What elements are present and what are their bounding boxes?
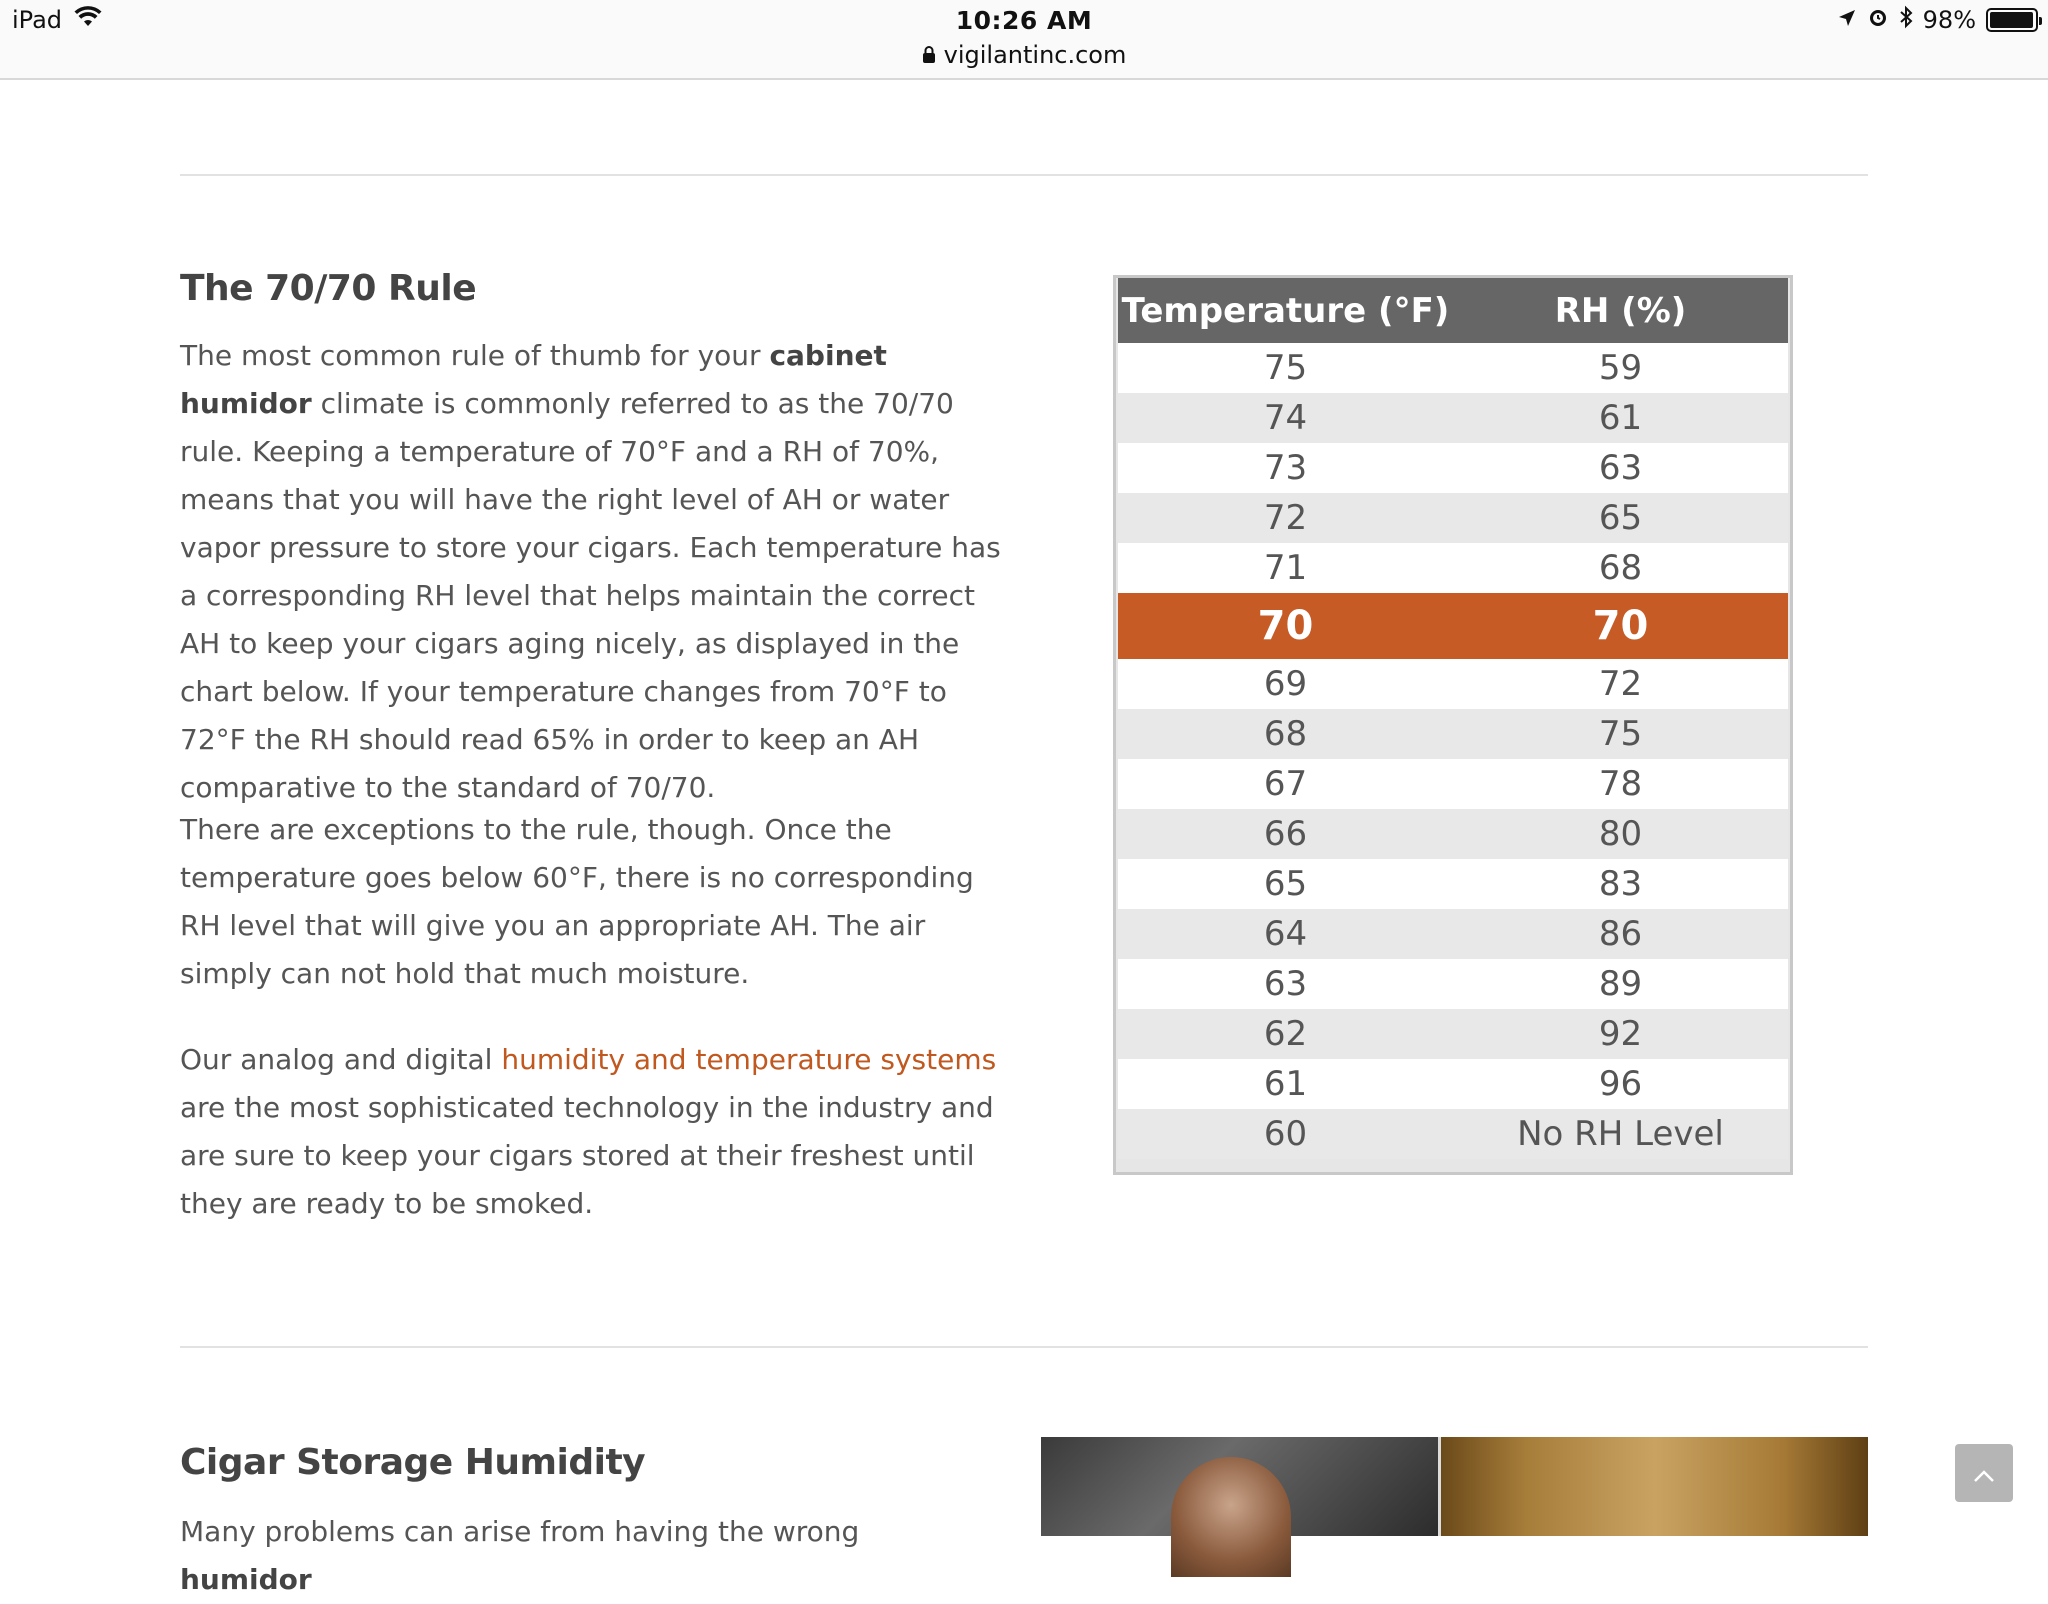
cell-rh: 65 [1598, 498, 1643, 538]
cell-temperature: 69 [1263, 664, 1308, 704]
cell-rh: 89 [1598, 964, 1643, 1004]
section-title-storage: Cigar Storage Humidity [180, 1442, 646, 1483]
table-row [1118, 909, 1788, 959]
paragraph-text: The most common rule of thumb for your [180, 339, 770, 372]
table-row [1118, 343, 1788, 393]
cell-rh: 63 [1598, 448, 1643, 488]
cell-temperature: 66 [1263, 814, 1308, 854]
status-bar [0, 0, 2048, 80]
battery-icon [1986, 8, 2038, 32]
address-bar[interactable] [922, 41, 1127, 69]
cell-rh: 61 [1598, 398, 1643, 438]
table-row [1118, 443, 1788, 493]
section-title: The 70/70 Rule [180, 268, 477, 309]
lock-icon [922, 41, 936, 69]
temperature-rh-table [1113, 275, 1793, 1175]
table-row [1118, 1059, 1788, 1109]
paragraph-text: Our analog and digital [180, 1043, 502, 1076]
url-text: vigilantinc.com [943, 41, 1127, 69]
table-row-highlight [1118, 593, 1788, 659]
header-temperature: Temperature (°F) [1121, 290, 1450, 331]
cell-temperature: 72 [1263, 498, 1308, 538]
scroll-to-top-button[interactable] [1955, 1444, 2013, 1502]
paragraph-intro [180, 332, 1010, 812]
location-icon [1837, 6, 1857, 34]
header-rh: RH (%) [1554, 290, 1687, 331]
table-row [1118, 393, 1788, 443]
cell-rh: 59 [1598, 348, 1643, 388]
clock: 10:26 AM [955, 6, 1093, 35]
paragraph-systems [180, 1036, 1010, 1228]
cigar-wrapper-image [1441, 1437, 1868, 1536]
bold-term: cabinet humidor [180, 339, 887, 420]
cigar-photo [1041, 1437, 1868, 1536]
status-center [0, 6, 2048, 69]
cell-rh: 75 [1598, 714, 1643, 754]
table-row [1118, 493, 1788, 543]
cell-rh: 68 [1598, 548, 1643, 588]
cell-temperature: 60 [1263, 1114, 1308, 1154]
cell-rh: 92 [1598, 1014, 1643, 1054]
humidity-systems-link[interactable]: humidity and temperature systems [501, 1043, 997, 1076]
cell-temperature: 65 [1263, 864, 1308, 904]
battery-percent: 98% [1922, 6, 1976, 34]
table-body [1118, 343, 1788, 1159]
cell-temperature: 71 [1263, 548, 1308, 588]
cell-rh: 78 [1598, 764, 1643, 804]
table-row [1118, 709, 1788, 759]
chevron-up-icon [1973, 1457, 1995, 1490]
device-label: iPad [12, 6, 63, 34]
cell-rh: 72 [1598, 664, 1643, 704]
divider [180, 1346, 1868, 1348]
table-row [1118, 1009, 1788, 1059]
table-row [1118, 659, 1788, 709]
cell-rh: No RH Level [1517, 1114, 1724, 1154]
cell-temperature: 75 [1263, 348, 1308, 388]
paragraph-text: Many problems can arise from having the wrong [180, 1515, 860, 1548]
bluetooth-icon [1899, 6, 1913, 34]
cell-temperature: 67 [1263, 764, 1308, 804]
cell-temperature: 74 [1263, 398, 1308, 438]
cell-rh: 86 [1598, 914, 1643, 954]
cell-rh: 80 [1598, 814, 1643, 854]
cell-rh: 96 [1598, 1064, 1643, 1104]
table-row [1118, 1109, 1788, 1159]
cell-temperature: 64 [1263, 914, 1308, 954]
cigar-mold-image [1041, 1437, 1438, 1536]
cell-rh: 83 [1598, 864, 1643, 904]
cell-temperature: 63 [1263, 964, 1308, 1004]
table-row [1118, 859, 1788, 909]
paragraph-exceptions: There are exceptions to the rule, though. Once the temperature goes below 60°F, there is no corresponding RH level that will give you an appropriate AH. The air simply can not hold that much moisture. [180, 813, 974, 990]
table-header [1118, 278, 1788, 343]
bold-term: humidor [180, 1563, 312, 1596]
paragraph-text: are the most sophisticated technology in the industry and are sure to keep your cigars stored at their freshest until they are ready to be smoked. [180, 1091, 994, 1220]
cell-temperature: 61 [1263, 1064, 1308, 1104]
paragraph-text: climate is commonly referred to as the 70/70 rule. Keeping a temperature of 70°F and a RH of 70%, means that you will have the right level of AH or water vapor pressure to store your cigars. Each temperature has a corresponding RH level that helps maintain the correct AH to keep your cigars aging nicely, as displayed in the chart below. If your temperature changes from 70°F to 72°F the RH should read 65% in order to keep an AH comparative to the standard of 70/70. [180, 387, 1001, 804]
divider [180, 174, 1868, 176]
table-row [1118, 809, 1788, 859]
table-row [1118, 959, 1788, 1009]
status-right [1837, 6, 2038, 34]
cell-temperature: 62 [1263, 1014, 1308, 1054]
cell-temperature: 68 [1263, 714, 1308, 754]
cell-rh: 70 [1592, 603, 1649, 649]
table-row [1118, 759, 1788, 809]
cell-temperature: 70 [1257, 603, 1314, 649]
table-row [1118, 543, 1788, 593]
alarm-icon [1867, 6, 1889, 34]
cell-temperature: 73 [1263, 448, 1308, 488]
paragraph-storage [180, 1508, 960, 1604]
